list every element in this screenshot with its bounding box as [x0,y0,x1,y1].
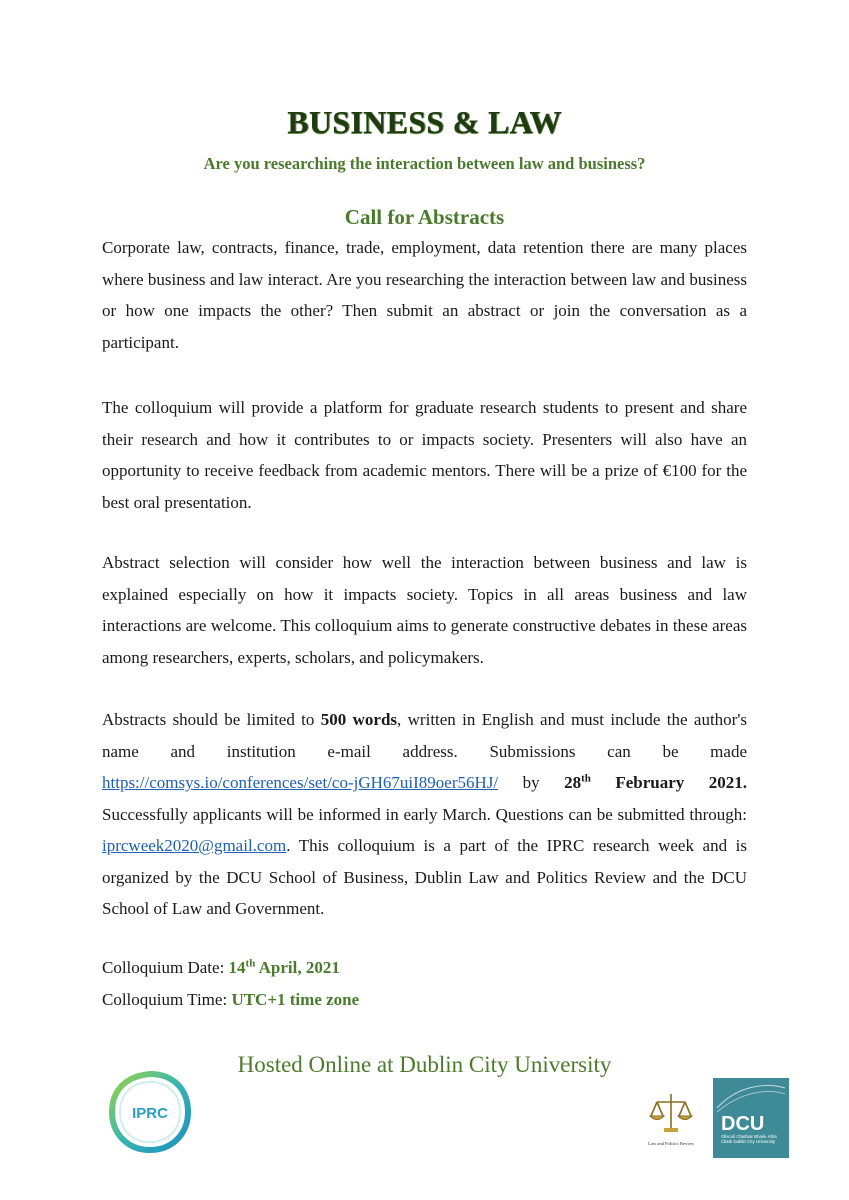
dcu-logo-text: DCU [721,1113,765,1135]
dcu-logo [713,1078,789,1158]
section-heading: Call for Abstracts [344,205,505,229]
dlpr-logo-text: Law and Politics Review [647,1141,695,1146]
word-limit: 500 words [320,710,398,729]
page-subtitle: Are you researching the interaction between law and business? [203,154,646,173]
submission-paragraph: Abstracts should be limited to 500 words, written in English and must include the author's name and institution e-mail address. Submissions can be made https://comsys.io/conferences/set/co-jGH67uiI89oer56HJ/ by 28th February 2021. Successfully applicants will be informed in early March. Questions can be submitted through: iprcweek2020@gmail.com. This colloquium is a part of the IPRC research week and is organized by the DCU School of Business, Dublin Law and Politics Review and the DCU School of Law and Government. [102,710,748,918]
selection-paragraph: Abstract selection will consider how well the interaction between business and law is explained especially on how it impacts society. Topics in all areas business and law interactions are welcome. This colloquium aims to generate constructive debates in these areas among researchers, experts, scholars, and policymakers. [102,553,747,667]
dcu-logo-subtext: Ollscoil Chathair Bhaile Átha Cliath Dublin City University [721,1134,777,1145]
colloquium-date: Colloquium Date: 14th April, 2021 [102,957,340,977]
page-title: BUSINESS & LAW [287,104,562,140]
iprc-logo [106,1068,194,1156]
hosted-notice: Hosted Online at Dublin City University [237,1052,612,1077]
iprc-logo-text: IPRC [132,1105,168,1122]
submission-deadline: 28th February 2021. [564,772,747,792]
intro-paragraph: Corporate law, contracts, finance, trade, employment, data retention there are many places where business and law interact. Are you researching the interaction between law and business or how one impacts the other? Then submit an abstract or join the conversation as a participant. [102,238,747,352]
date-value: 14th April, 2021 [228,957,340,977]
time-value: UTC+1 time zone [231,990,360,1009]
contact-email-link[interactable]: iprcweek2020@gmail.com [102,836,287,855]
colloquium-paragraph: The colloquium will provide a platform for graduate research students to present and share their research and how it contributes to or impacts society. Presenters will also have an opportunity to receive feedback from academic mentors. There will be a prize of €100 for the best oral presentation. [102,398,747,512]
submission-link[interactable]: https://comsys.io/conferences/set/co-jGH67uiI89oer56HJ/ [102,773,499,792]
dlpr-logo [642,1090,700,1152]
colloquium-time: Colloquium Time: UTC+1 time zone [102,990,360,1009]
